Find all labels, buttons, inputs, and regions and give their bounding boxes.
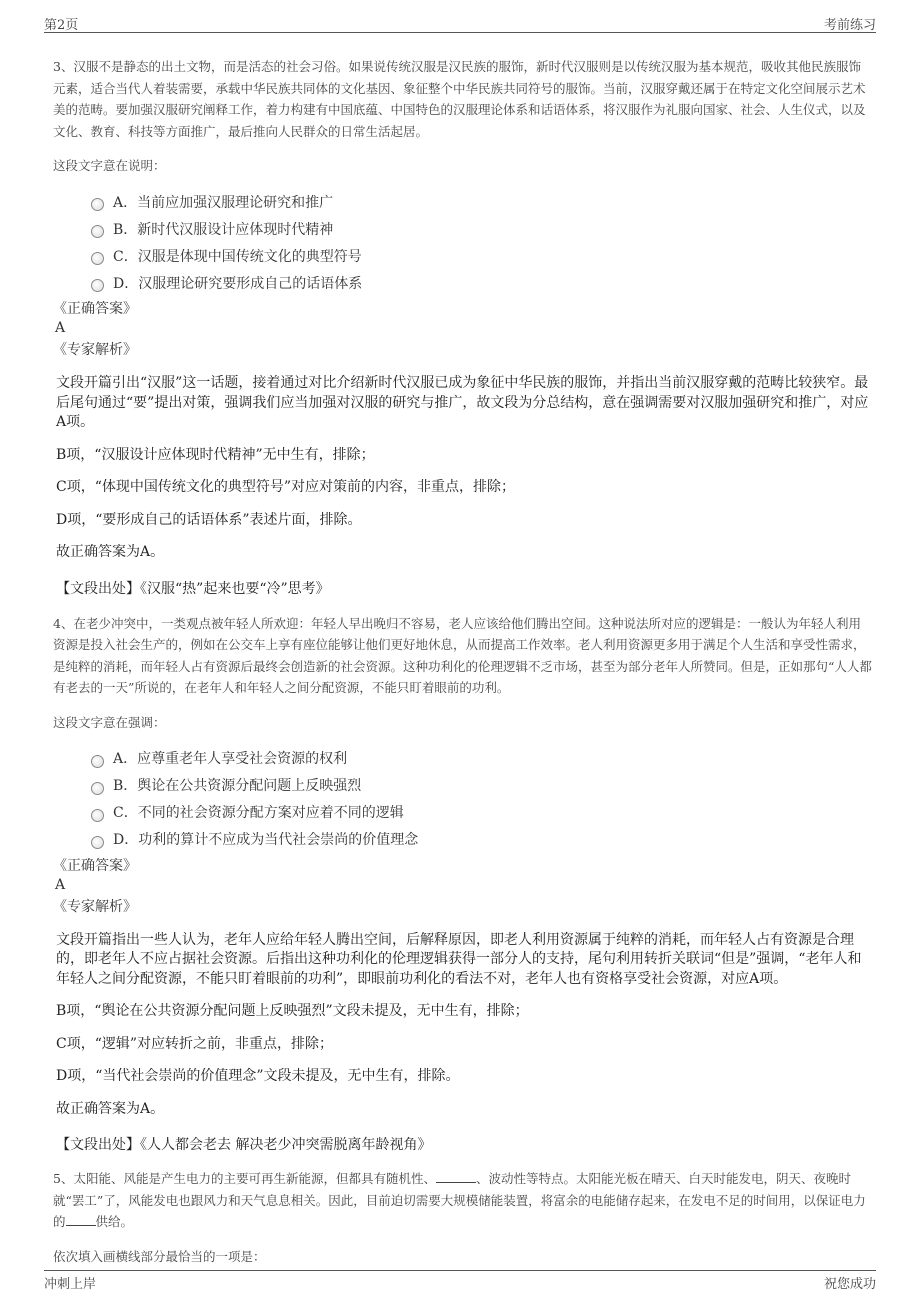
option-label: B．舆论在公共资源分配问题上反映强烈 (113, 778, 362, 794)
radio-button-icon[interactable] (91, 225, 104, 238)
analysis-paragraph: C项，“逻辑”对应转折之前，非重点，排除； (56, 1035, 334, 1052)
question-4-text: 4、在老少冲突中，一类观点被年轻人所欢迎：年轻人早出晚归不容易，老人应该给他们腾出空间。这种说法所对应的逻辑是：一般认为年轻人利用资源是投入社会生产的，例如在公交车上享有座位能够让他们更好地休息，从而提高工作效率。老人利用资源更多用于满足个人生活和享受性需求，是纯粹的消耗，而年轻人占有资源后最终会创造新的社会资源。这种功利化的伦理逻辑不乏市场，甚至为部分老年人所赞同。但是，正如那句“人人都有老去的一天”所说的，在老年人和年轻人之间分配资源，不能只盯着眼前的功利。 (53, 615, 872, 695)
option-label: D．功利的算计不应成为当代社会崇尚的价值理念 (113, 832, 419, 848)
analysis-paragraph: B项，“汉服设计应体现时代精神”无中生有，排除； (56, 446, 375, 463)
fill-blank-2 (66, 1213, 96, 1226)
footer-right-text: 祝您成功 (823, 1277, 876, 1292)
option-label: C．汉服是体现中国传统文化的典型符号 (113, 248, 362, 265)
passage-source: 【文段出处】《汉服“热”起来也要“冷”思考》 (56, 580, 330, 597)
radio-button-icon[interactable] (91, 198, 104, 211)
question-3-option-a[interactable] (91, 188, 873, 215)
analysis-heading: 《专家解析》 (53, 898, 137, 915)
radio-button-icon[interactable] (91, 755, 104, 768)
answer-value: A (55, 876, 66, 893)
question-3-prompt: 这段文字意在说明： (53, 158, 166, 173)
radio-button-icon[interactable] (91, 782, 104, 795)
question-3-option-d[interactable] (91, 269, 873, 296)
option-label: B．新时代汉服设计应体现时代精神 (113, 221, 334, 238)
radio-button-icon[interactable] (91, 809, 104, 822)
question-3-option-b[interactable] (91, 215, 873, 242)
question-5-prompt: 依次填入画横线部分最恰当的一项是： (53, 1248, 266, 1264)
analysis-paragraph: B项，“舆论在公共资源分配问题上反映强烈”文段未提及，无中生有，排除； (56, 1003, 529, 1019)
question-5-text-part2: 、波动性等特点。太阳能光板在晴天、白天时能发电，阴天、夜晚时就“罢工”了，风能发电也跟风力和天气息息相关。因此，目前迫切需要大规模储能装置，将富余的电能储存起来，在发电不足的时间用，以保证电力的 (53, 1171, 866, 1229)
page-footer (44, 1270, 876, 1293)
analysis-heading: 《专家解析》 (53, 342, 137, 358)
page-content (53, 56, 873, 1279)
header-title: 考前练习 (823, 18, 876, 33)
question-4 (53, 613, 873, 1156)
answer-value: A (55, 320, 66, 336)
option-label: D．汉服理论研究要形成自己的话语体系 (113, 275, 363, 292)
option-label: A．应尊重老年人享受社会资源的权利 (113, 751, 348, 767)
passage-source: 【文段出处】《人人都会老去 解决老少冲突需脱离年龄视角》 (56, 1137, 432, 1153)
question-4-option-c[interactable] (91, 799, 873, 826)
question-5-text-part3: 供给。 (95, 1214, 134, 1229)
question-3-options (91, 188, 873, 296)
question-3-text: 3、汉服不是静态的出土文物，而是活态的社会习俗。如果说传统汉服是汉民族的服饰，新时代汉服则是以传统汉服为基本规范，吸收其他民族服饰元素，适合当代人着装需要，承载中华民族共同体的文化基因、象征整个中华民族共同符号的服饰。当前，汉服穿戴还属于在特定文化空间展示艺术美的范畴。要加强汉服研究阐释工作，着力构建有中国底蕴、中国特色的汉服理论体系和话语体系，将汉服作为礼服向国家、社会、人生仪式，以及文化、教育、科技等方面推广，最后推向人民群众的日常生活起居。 (53, 59, 866, 139)
question-3-option-c[interactable] (91, 242, 873, 269)
question-5 (53, 1168, 873, 1265)
fill-blank-1 (436, 1170, 476, 1183)
analysis-paragraph: D项，“当代社会崇尚的价值理念”文段未提及，无中生有，排除。 (56, 1068, 460, 1084)
analysis-conclusion: 故正确答案为A。 (56, 544, 165, 560)
question-5-text-part1: 5、太阳能、风能是产生电力的主要可再生新能源，但都具有随机性、 (53, 1171, 436, 1186)
analysis-paragraph: C项，“体现中国传统文化的典型符号”对应对策前的内容，非重点，排除； (56, 479, 516, 495)
question-4-option-a[interactable] (91, 745, 873, 772)
question-4-option-d[interactable] (91, 826, 873, 853)
option-label: A．当前应加强汉服理论研究和推广 (113, 194, 334, 211)
analysis-paragraph: 文段开篇引出“汉服”这一话题，接着通过对比介绍新时代汉服已成为象征中华民族的服饰，并指出当前汉服穿戴的范畴比较狭窄。最后尾句通过“要”提出对策，强调我们应当加强对汉服的研究与推广，故文段为分总结构，意在强调需要对汉服加强研究和推广，对应A项。 (56, 375, 869, 430)
question-3 (53, 56, 873, 599)
question-4-option-b[interactable] (91, 772, 873, 799)
footer-left-text: 冲刺上岸 (44, 1277, 97, 1292)
page-header (44, 12, 876, 33)
analysis-conclusion: 故正确答案为A。 (56, 1100, 165, 1117)
question-4-options (91, 745, 873, 853)
page-number: 第2页 (44, 18, 79, 33)
option-label: C．不同的社会资源分配方案对应着不同的逻辑 (113, 805, 404, 821)
answer-heading: 《正确答案》 (53, 301, 137, 317)
analysis-paragraph: D项，“要形成自己的话语体系”表述片面，排除。 (56, 511, 362, 528)
radio-button-icon[interactable] (91, 279, 104, 292)
analysis-paragraph: 文段开篇指出一些人认为，老年人应给年轻人腾出空间，后解释原因，即老人利用资源属于纯粹的消耗，而年轻人占有资源是合理的，即老年人不应占据社会资源。后指出这种功利化的伦理逻辑获得一部分人的支持，尾句利用转折关联词“但是”强调，“老年人和年轻人之间分配资源，不能只盯着眼前的功利”，即眼前功利化的看法不对，老年人也有资格享受社会资源，对应A项。 (56, 931, 862, 987)
radio-button-icon[interactable] (91, 252, 104, 265)
question-4-prompt: 这段文字意在强调： (53, 714, 166, 730)
answer-heading: 《正确答案》 (53, 857, 137, 874)
radio-button-icon[interactable] (91, 836, 104, 849)
question-5-text (53, 1168, 873, 1233)
